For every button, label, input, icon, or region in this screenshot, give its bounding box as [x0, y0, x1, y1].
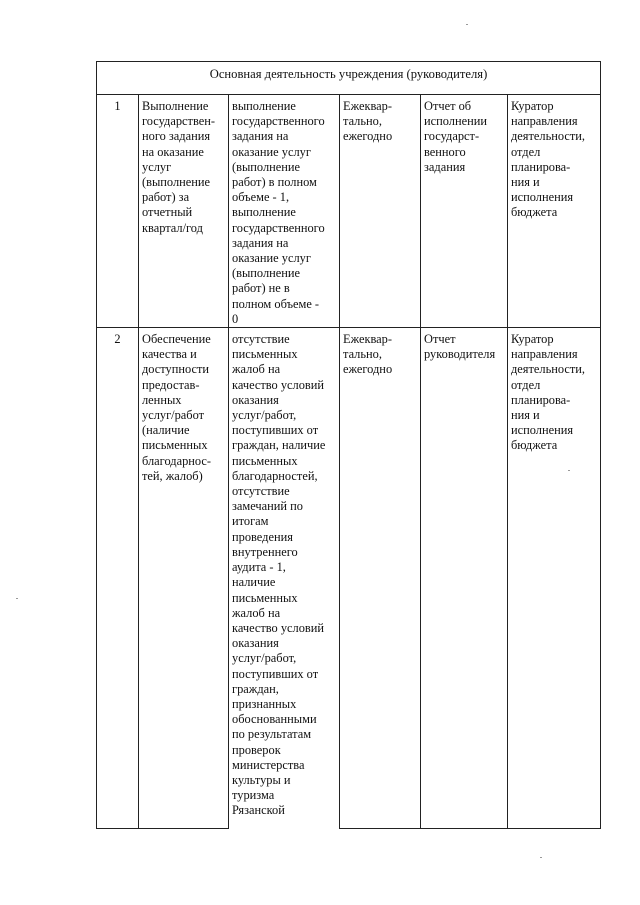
indicators-table	[96, 61, 601, 829]
indicator-cell: Выполнение государствен- ного задания на оказание услуг (выполнение работ) за отчетный квартал/год	[139, 95, 229, 328]
report-cell: Отчет об исполнении государст- венного задания	[421, 95, 508, 328]
row-number: 2	[97, 328, 139, 829]
row-number: 1	[97, 95, 139, 328]
scan-speck	[466, 24, 468, 25]
scan-speck	[540, 857, 542, 858]
table-row	[97, 328, 601, 829]
report-cell: Отчет руководителя	[421, 328, 508, 829]
frequency-cell: Ежеквар- тально, ежегодно	[340, 95, 421, 328]
table-row	[97, 95, 601, 328]
section-title: Основная деятельность учреждения (руководителя)	[97, 62, 601, 95]
scan-speck	[16, 598, 18, 599]
scan-speck	[568, 470, 570, 471]
frequency-cell: Ежеквар- тально, ежегодно	[340, 328, 421, 829]
criteria-cell: выполнение государственного задания на оказание услуг (выполнение работ) в полном объеме - 1, выполнение государственного задания на оказание услуг (выполнение работ) не в полном объеме - 0	[229, 95, 340, 328]
indicator-cell: Обеспечение качества и доступности предостав- ленных услуг/работ (наличие письменных благодарнос- тей, жалоб)	[139, 328, 229, 829]
criteria-cell: отсутствие письменных жалоб на качество условий оказания услуг/работ, поступивших от граждан, наличие письменных благодарностей, отсутствие замечаний по итогам проведения внутреннего аудита - 1, наличие письменных жалоб на качество условий оказания услуг/работ, поступивших от граждан, признанных обоснованными по результатам проверок министерства культуры и туризма Рязанской	[229, 328, 340, 829]
responsible-cell: Куратор направления деятельности, отдел планирова- ния и исполнения бюджета	[508, 95, 601, 328]
section-header-row	[97, 62, 601, 95]
responsible-cell: Куратор направления деятельности, отдел планирова- ния и исполнения бюджета	[508, 328, 601, 829]
